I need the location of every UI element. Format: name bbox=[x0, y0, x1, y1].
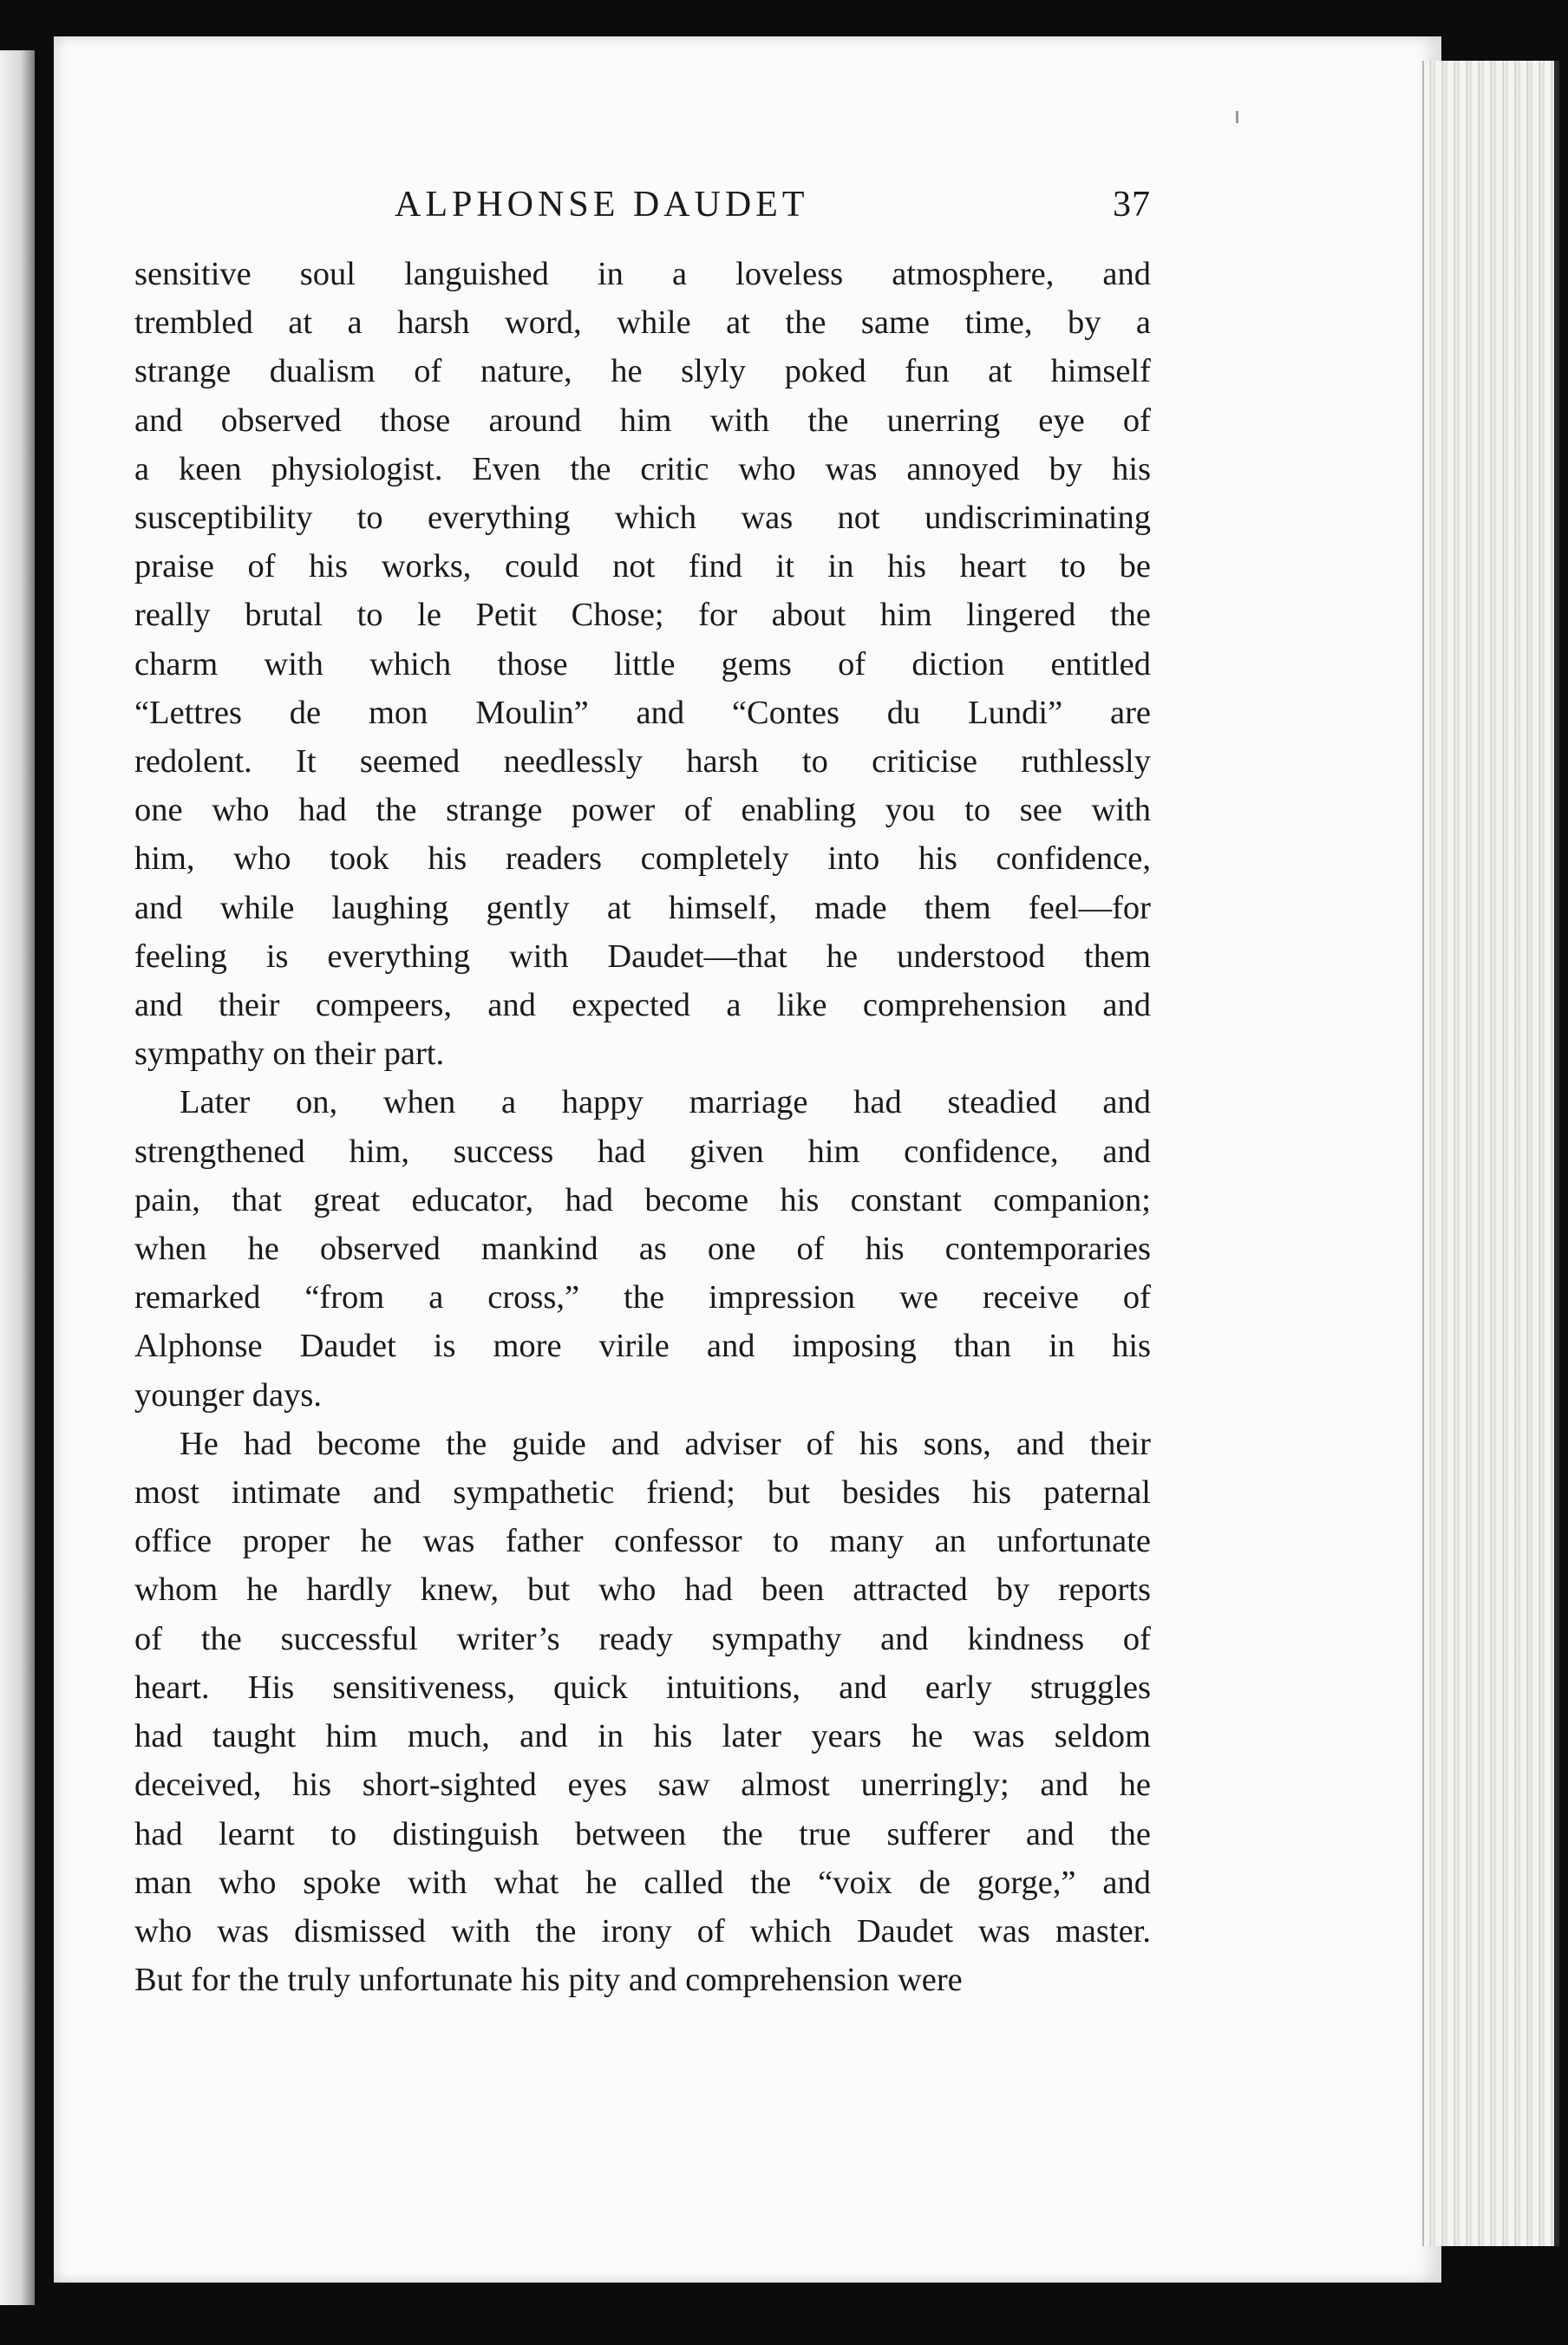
text-line: and their compeers, and expected a like comprehension and bbox=[134, 987, 1151, 1024]
page-text-block bbox=[134, 184, 1151, 2004]
text-line: whom he hardly knew, but who had been attracted by reports bbox=[134, 1571, 1151, 1609]
running-head-title: ALPHONSE DAUDET bbox=[395, 185, 809, 225]
text-line: and while laughing gently at himself, made them feel—for bbox=[134, 889, 1151, 926]
text-line: susceptibility to everything which was not undiscriminating bbox=[134, 500, 1151, 537]
text-line: had learnt to distinguish between the true sufferer and the bbox=[134, 1815, 1151, 1852]
text-line: him, who took his readers completely into his confidence, bbox=[134, 840, 1151, 878]
book-spine-shadow bbox=[0, 50, 35, 2305]
text-line: Alphonse Daudet is more virile and imposing than in his bbox=[134, 1328, 1151, 1365]
text-line: redolent. It seemed needlessly harsh to criticise ruthlessly bbox=[134, 743, 1151, 781]
text-line: heart. His sensitiveness, quick intuitions, and early struggles bbox=[134, 1669, 1151, 1706]
text-line: trembled at a harsh word, while at the same time, by a bbox=[134, 304, 1151, 342]
text-line: man who spoke with what he called the “voix de gorge,” and bbox=[134, 1864, 1151, 1901]
text-line: sympathy on their part. bbox=[134, 1035, 445, 1073]
text-line: remarked “from a cross,” the impression we receive of bbox=[134, 1279, 1151, 1316]
text-line: a keen physiologist. Even the critic who was annoyed by his bbox=[134, 450, 1151, 487]
text-line: when he observed mankind as one of his contemporaries bbox=[134, 1231, 1151, 1268]
paper-speck bbox=[1236, 111, 1238, 123]
text-line: who was dismissed with the irony of which Daudet was master. bbox=[134, 1912, 1151, 1950]
text-line: most intimate and sympathetic friend; but besides his paternal bbox=[134, 1474, 1151, 1512]
text-line: really brutal to le Petit Chose; for about him lingered the bbox=[134, 597, 1151, 634]
text-line: He had become the guide and adviser of his sons, and their bbox=[180, 1425, 1151, 1462]
paragraph-3 bbox=[134, 1420, 1151, 2004]
text-line: had taught him much, and in his later years he was seldom bbox=[134, 1718, 1151, 1755]
text-line: one who had the strange power of enabling you to see with bbox=[134, 792, 1151, 829]
text-line: Later on, when a happy marriage had steadied and bbox=[180, 1084, 1151, 1121]
text-line: sensitive soul languished in a loveless atmosphere, and bbox=[134, 256, 1151, 292]
text-line: of the successful writer’s ready sympathy and kindness of bbox=[134, 1620, 1151, 1657]
paragraph-2 bbox=[134, 1078, 1151, 1419]
text-line: praise of his works, could not find it in his heart to be bbox=[134, 548, 1151, 585]
page-edges bbox=[1422, 61, 1559, 2246]
text-line: charm with which those little gems of diction entitled bbox=[134, 645, 1151, 683]
page-number: 37 bbox=[1113, 185, 1151, 225]
text-line: pain, that great educator, had become his constant companion; bbox=[134, 1181, 1151, 1218]
text-line: office proper he was father confessor to many an unfortunate bbox=[134, 1523, 1151, 1560]
text-line: strengthened him, success had given him confidence, and bbox=[134, 1133, 1151, 1170]
text-line: and observed those around him with the unerring eye of bbox=[134, 402, 1151, 439]
running-head bbox=[134, 184, 1151, 225]
text-line: “Lettres de mon Moulin” and “Contes du Lundi” are bbox=[134, 694, 1151, 731]
paragraph-1 bbox=[134, 250, 1151, 1078]
text-line: feeling is everything with Daudet—that he understood them bbox=[134, 937, 1151, 975]
text-line: strange dualism of nature, he slyly poked fun at himself bbox=[134, 353, 1151, 390]
text-line: younger days. bbox=[134, 1376, 322, 1414]
text-line: But for the truly unfortunate his pity and comprehension were bbox=[134, 1962, 963, 1999]
text-line: deceived, his short-sighted eyes saw almost unerringly; and he bbox=[134, 1767, 1151, 1804]
